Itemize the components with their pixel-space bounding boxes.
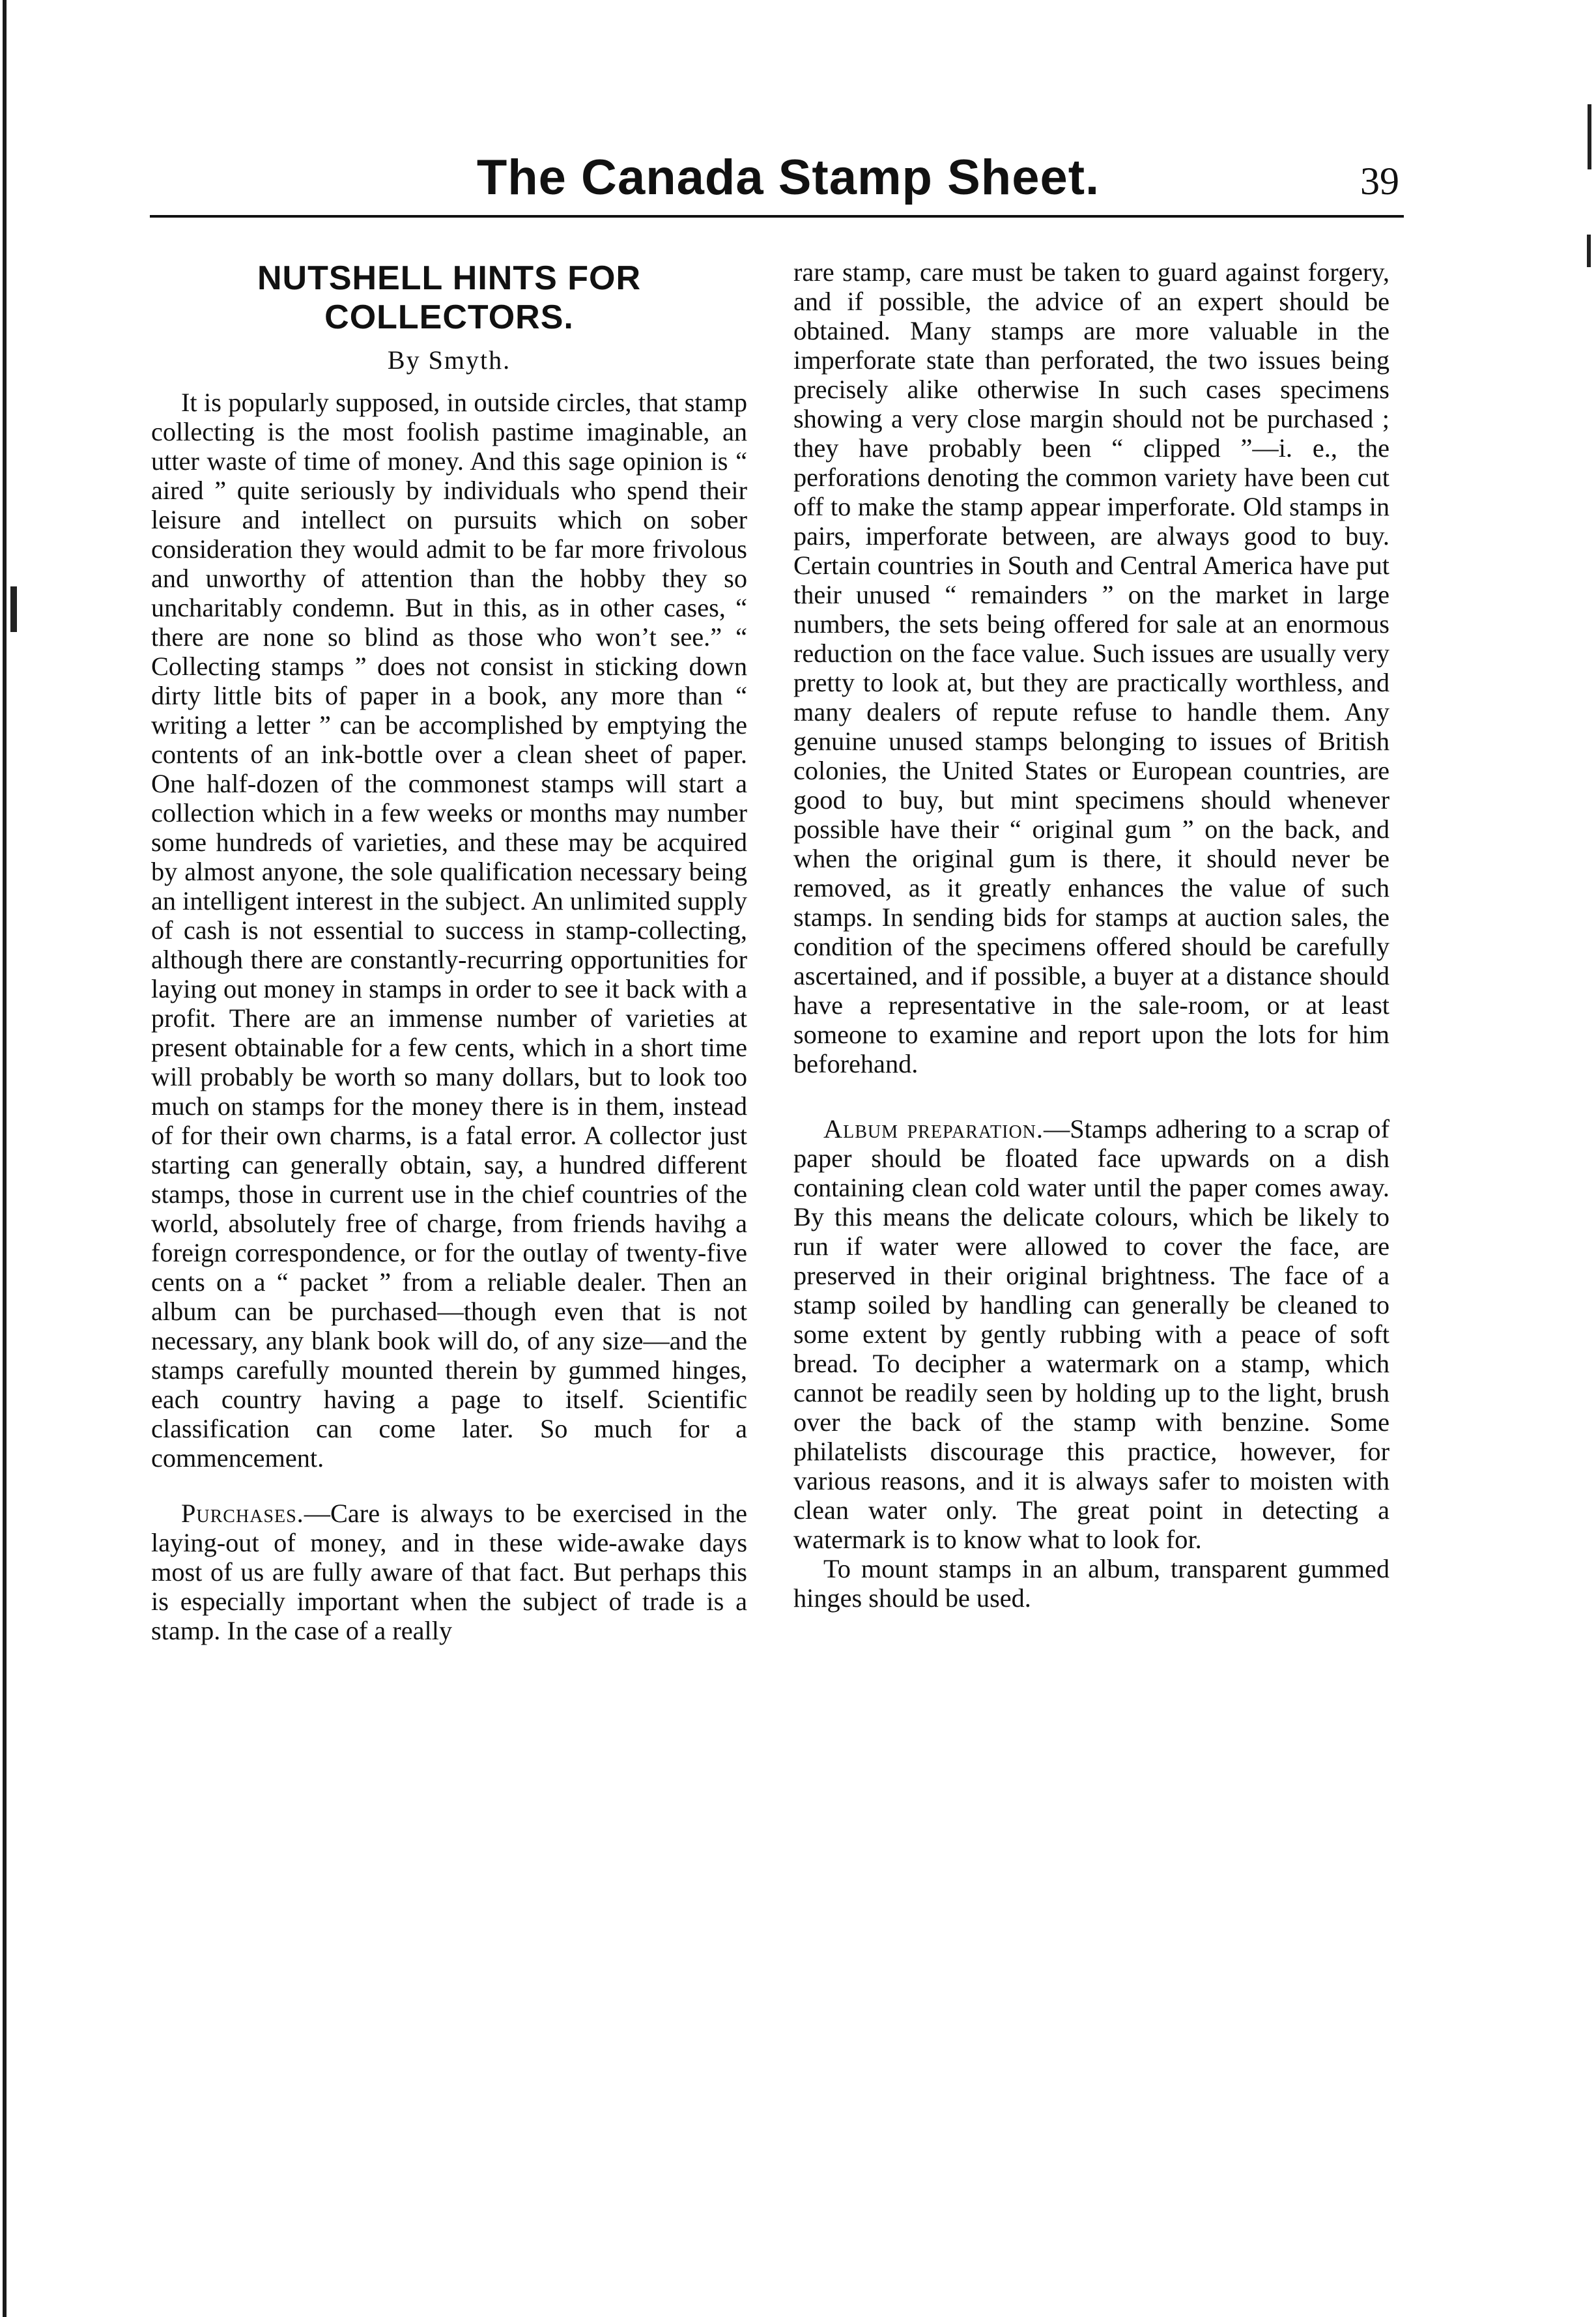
purchases-heading: Purchases. <box>181 1499 304 1528</box>
header-rule <box>150 215 1404 218</box>
album-heading: Album preparation. <box>823 1114 1044 1144</box>
purchases-paragraph <box>151 1499 747 1645</box>
album-paragraph <box>793 1114 1389 1554</box>
right-column <box>793 257 1389 1613</box>
album-text: —Stamps adhering to a scrap of paper should be floated face upwards on a dish containing clean cold water until the paper comes away. By this means the delicate colours, which be likely to run if water were allowed to cover the face, are preserved in their original brightness. The face of a stamp soiled by handling can generally be cleaned to some extent by gently rubbing with a peace of soft bread. To decipher a watermark on a stamp, which cannot be readily seen by holding up to the light, brush over the back of the stamp with benzine. Some philatelists discourage this practice, however, for various reasons, and it is always safer to moisten with clean water only. The great point in detecting a watermark is to know what to look for. <box>793 1114 1389 1554</box>
left-margin-rule <box>3 0 7 2317</box>
section-gap <box>793 1078 1389 1114</box>
continued-paragraph: rare stamp, care must be taken to guard against forgery, and if possible, the advice of an expert should be obtained. Many stamps are more valuable in the imperforate state than perforated, the two issues being precisely alike otherwise In such cases specimens showing a very close margin should not be purchased ; they have probably been “ clipped ”—i. e., the perforations denoting the common variety have been cut off to make the stamp appear imperforate. Old stamps in pairs, imperforate between, are always good to buy. Certain countries in South and Central America have put their unused “ remainders ” on the market in large numbers, the sets being offered for sale at an enormous reduction on the face value. Such issues are usually very pretty to look at, but they are practically worthless, and many dealers of repute refuse to handle them. Any genuine unused stamps belonging to issues of British colonies, the United States or European countries, are good to buy, but mint specimens should whenever possible have their “ original gum ” on the back, and when the original gum is there, it should never be removed, as it greatly enhances the value of such stamps. In sending bids for stamps at auction sales, the condition of the specimens offered should be carefully ascertained, and if possible, a buyer at a distance should have a representative in the sale-room, or at least someone to examine and report upon the lots for him beforehand. <box>793 257 1389 1078</box>
intro-paragraph: It is popularly supposed, in outside circles, that stamp collecting is the most foolish pastime imaginable, an utter waste of time of money. And this sage opinion is “ aired ” quite seriously by individuals who spend their leisure and intellect on pursuits which on sober consideration they would admit to be far more frivolous and unworthy of attention than the hobby they so uncharitably condemn. But in this, as in other cases, “ there are none so blind as those who won’t see.” “ Collecting stamps ” does not consist in sticking down dirty little bits of paper in a book, any more than “ writing a letter ” can be accomplished by emptying the contents of an ink-bottle over a clean sheet of paper. One half-dozen of the commonest stamps will start a collection which in a few weeks or months may number some hundreds of varieties, and these may be acquired by almost anyone, the sole qualification necessary being an intelligent interest in the subject. An unlimited supply of cash is not essential to success in stamp-collecting, although there are constantly-recurring opportunities for laying out money in stamps in order to see it back with a profit. There are an immense number of varieties at present obtainable for a few cents, which in a short time will probably be worth so many dollars, but to look too much on stamps for the money there is in them, instead of for their own charms, is a fatal error. A collector just starting can generally obtain, say, a hundred different stamps, those in current use in the chief countries of the world, absolutely free of charge, from friends havihg a foreign correspondence, or for the outlay of twenty-five cents on a “ packet ” from a reliable dealer. Then an album can be purchased—though even that is not necessary, any blank book will do, of any size—and the stamps carefully mounted therein by gummed hinges, each country having a page to itself. Scientific classification can come later. So much for a commencement. <box>151 388 747 1473</box>
mounting-paragraph: To mount stamps in an album, transparent gummed hinges should be used. <box>793 1554 1389 1613</box>
page-title: The Canada Stamp Sheet. <box>476 150 1100 205</box>
page-number: 39 <box>1360 160 1399 203</box>
left-column <box>151 257 747 1645</box>
margin-mark <box>1587 235 1591 267</box>
page-header <box>0 0 1596 222</box>
section-gap <box>151 1473 747 1499</box>
purchases-text: —Care is always to be exercised in the laying-out of money, and in these wide-awake days most of us are fully aware of that fact. But perhaps this is especially important when the subject of trade is a stamp. In the case of a really <box>151 1499 747 1645</box>
article-byline: By Smyth. <box>387 345 511 375</box>
article-title: NUTSHELL HINTS FOR COLLECTORS. <box>257 259 642 336</box>
margin-mark <box>10 586 17 632</box>
